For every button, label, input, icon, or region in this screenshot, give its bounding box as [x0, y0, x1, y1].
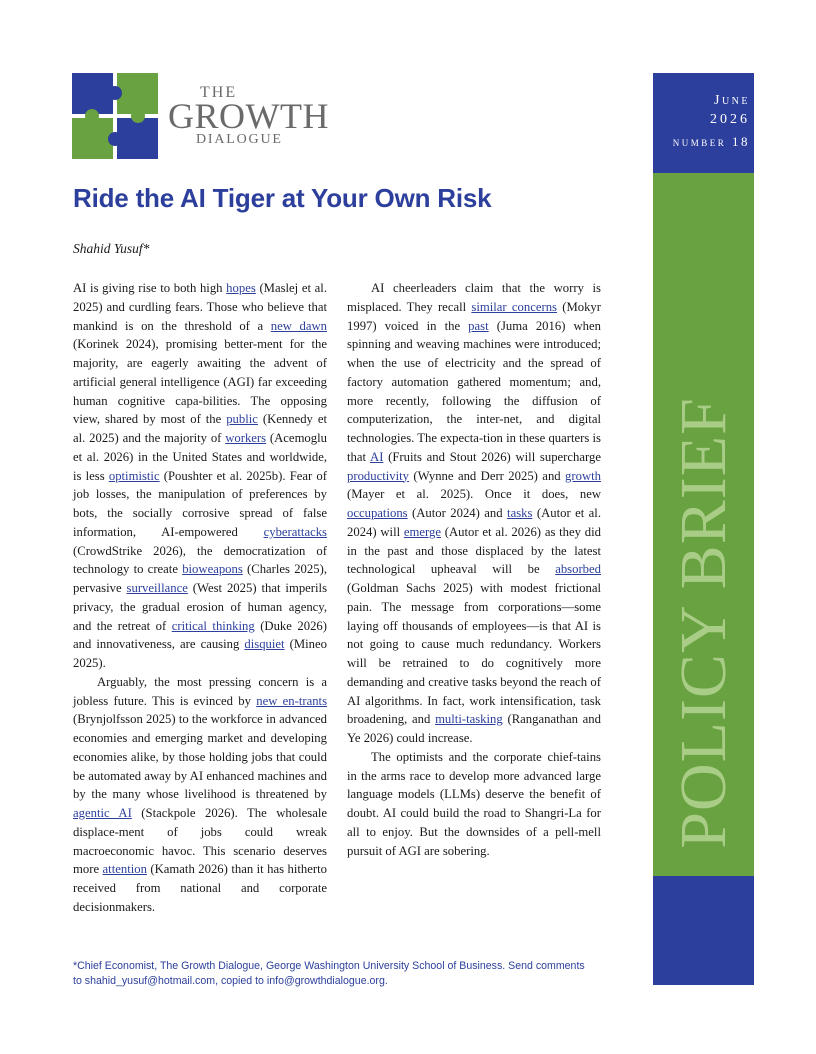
reference-link[interactable]: disquiet [244, 637, 285, 652]
brand-the: THE [200, 84, 238, 101]
reference-link[interactable]: bioweapons [182, 562, 243, 577]
growth-dialogue-logo-icon [72, 73, 158, 159]
sidebar-green-block [653, 173, 754, 876]
issue-year: 2026 [710, 112, 750, 127]
paragraph: AI cheerleaders claim that the worry is misplaced. They recall similar concerns (Mokyr 1997) voiced in the past (Juma 2016) when spinning and weaving machines were introduced; when the use of electricity and the spread of factory automation gathered momentum; and, more recently, following the diffusion of computerization, the inter-net, and digital technologies. The expecta-tion in these quarters is that AI (Fruits and Stout 2026) will supercharge productivity (Wynne and Derr 2025) and growth (Mayer et al. 2025). Once it does, new occupations (Autor 2024) and tasks (Autor et al. 2024) will emerge (Autor et al. 2026) as they did in the past and those displaced by the latest technological upheaval will be absorbed (Goldman Sachs 2025) with modest frictional pain. The message from corporations—some laying off thousands of employees—is that AI is not going to cause much redundancy. Workers will be retrained to do cognitively more demanding and creative tasks beyond the reach of AI algorithms. In fact, work intensification, task broadening, and multi-tasking (Ranganathan and Ye 2026) could increase. [347, 281, 602, 745]
body-column-left [73, 279, 327, 917]
reference-link[interactable]: productivity [347, 468, 410, 483]
reference-link[interactable]: past [468, 318, 489, 333]
footnote-line: *Chief Economist, The Growth Dialogue, George Washington University School of Business. Send comments [73, 960, 585, 972]
reference-link[interactable]: multi-tasking [435, 712, 503, 727]
reference-link[interactable]: emerge [403, 524, 442, 539]
reference-link[interactable]: critical thinking [171, 618, 255, 633]
reference-link[interactable]: public [226, 412, 258, 427]
reference-link[interactable]: hopes [226, 281, 256, 295]
reference-link[interactable]: attention [102, 862, 147, 877]
sidebar-bottom-block [653, 876, 754, 985]
brand-dialogue: DIALOGUE [196, 132, 283, 147]
issue-month: June [714, 93, 750, 108]
reference-link[interactable]: tasks [507, 506, 533, 520]
issue-sidebar [653, 73, 754, 985]
page-title: Ride the AI Tiger at Your Own Risk [73, 183, 492, 213]
reference-link[interactable]: absorbed [555, 562, 601, 577]
reference-link[interactable]: similar concerns [471, 299, 557, 314]
reference-link[interactable]: optimistic [108, 468, 160, 483]
reference-link[interactable]: growth [565, 468, 601, 483]
brand-growth: GROWTH [168, 96, 329, 136]
sidebar-top-block [653, 73, 754, 173]
paragraph: AI is giving rise to both high hopes (Maslej et al. 2025) and curdling fears. Those who believe that mankind is on the threshold of a new dawn (Korinek 2024), promising better-ment for the majority, are eagerly awaiting the advent of artificial general intelligence (AGI) far exceeding human cognitive capa-bilities. The opposing view, shared by most of the public (Kennedy et al. 2025) and the majority of workers (Acemoglu et al. 2026) in the United States and worldwide, is less optimistic (Poushter et al. 2025b). Fear of job losses, the manipulation of preferences by bots, the socially corrosive spread of false information, AI-empowered cyberattacks (CrowdStrike 2026), the democratization of technology to create bioweapons (Charles 2025), pervasive surveillance (West 2025) that imperils privacy, the gradual erosion of human agency, and the retreat of critical thinking (Duke 2026) and innovativeness, are causing disquiet (Mineo 2025). [73, 281, 328, 670]
footnote [73, 959, 613, 989]
reference-link[interactable]: new dawn [270, 318, 327, 333]
reference-link[interactable]: workers [225, 431, 267, 445]
policy-brief-label: POLICY BRIEF [666, 397, 740, 849]
reference-link[interactable]: surveillance [126, 581, 188, 595]
reference-link[interactable]: agentic AI [73, 806, 132, 820]
reference-link[interactable]: AI [370, 449, 384, 464]
reference-link[interactable]: occupations [347, 506, 408, 520]
brand-wordmark [168, 84, 328, 149]
paragraph: The optimists and the corporate chief-tains in the arms race to develop more advanced large language models (LLMs) deserve the benefit of doubt. AI could build the road to Shangri-La for all to enjoy. But the downsides of a pell-mell pursuit of AGI are sobering. [347, 749, 601, 858]
issue-number: number 18 [672, 134, 750, 149]
reference-link[interactable]: cyberattacks [263, 524, 327, 539]
author-byline: Shahid Yusuf* [73, 241, 150, 256]
paragraph: Arguably, the most pressing concern is a jobless future. This is evinced by new en-trants (Brynjolfsson 2025) to the workforce in advanced economies and emerging market and developing economies alike, by those holding jobs that could be automated away by AI enhanced machines and by the many whose livelihood is threatened by agentic AI (Stackpole 2026). The wholesale displace-ment of jobs could wreak macroeconomic havoc. This scenario deserves more attention (Kamath 2026) than it has hitherto received from national and corporate decisionmakers. [73, 674, 328, 914]
body-column-right [347, 279, 601, 860]
reference-link[interactable]: new en-trants [256, 693, 328, 708]
footnote-line: to shahid_yusuf@hotmail.com, copied to info@growthdialogue.org. [73, 975, 388, 987]
